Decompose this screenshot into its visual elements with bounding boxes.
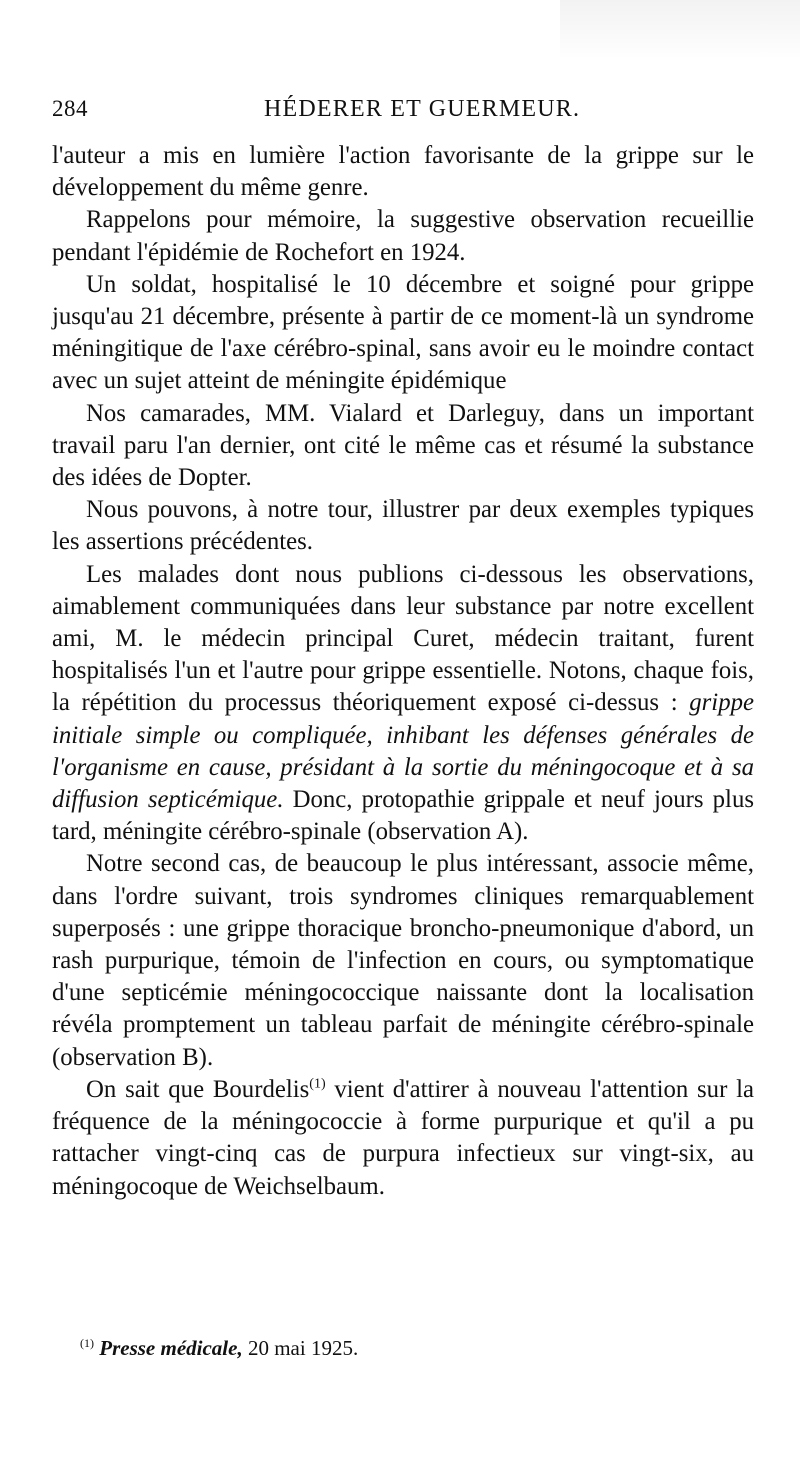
paragraph-7: Notre second cas, de beaucoup le plus intéressant, associe même, dans l'ordre suivant, trois syndromes cliniques remarquablement superposés : une grippe thoracique broncho-pneumonique d'abord, un rash purpurique, témoin de l'infection en cours, ou symptomatique d'une septicémie méningococcique naissante dont la localisation révéla promptement un tableau parfait de méningite cérébro-spinale (observation B).: [52, 850, 754, 1071]
footnote-marker: (1): [80, 1336, 94, 1350]
paragraph-6-italic: grippe initiale simple ou compliquée, inhibant les défenses générales de l'organisme en cause, présidant à la sortie du méningocoque et à sa diffusion septicémique.: [52, 689, 754, 814]
paragraph-6: [52, 559, 754, 849]
paragraph-8: [52, 1074, 754, 1203]
paragraph-8-text-b: vient d'attirer à nouveau l'attention sur la fréquence de la méningococcie à forme purpurique et qu'il a pu rattacher vingt-cinq cas de purpura infectieux sur vingt-six, au méningocoque de Weichselbaum.: [52, 1075, 754, 1200]
footnote-reference: (1): [309, 1076, 326, 1092]
paragraph-8-text-a: On sait que Bourdelis: [86, 1075, 310, 1103]
paragraph-6-text-b: Donc, protopathie grippale et neuf jours plus tard, méningite cérébro-spinale (observation A).: [52, 786, 754, 846]
paragraph-3: Un soldat, hospitalisé le 10 décembre et soigné pour grippe jusqu'au 21 décembre, présente à partir de ce moment-là un syndrome méningitique de l'axe cérébro-spinal, sans avoir eu le moindre contact avec un sujet atteint de méningite épidémique: [52, 270, 754, 395]
paragraph-2: Rappelons pour mémoire, la suggestive observation recueillie pendant l'épidémie de Rochefort en 1924.: [52, 206, 754, 266]
footnote-date: 20 mai 1925.: [242, 1336, 359, 1360]
page-header: [52, 96, 752, 132]
footnote-source: Presse médicale,: [99, 1336, 243, 1360]
paragraph-5: Nous pouvons, à notre tour, illustrer par deux exemples typiques les assertions précédentes.: [52, 496, 754, 556]
page-number: 284: [52, 96, 88, 121]
body-text: [52, 140, 754, 1203]
paragraph-4: Nos camarades, MM. Vialard et Darleguy, dans un important travail paru l'an dernier, ont cité le même cas et résumé la substance des idées de Dopter.: [52, 399, 754, 492]
paragraph-1: l'auteur a mis en lumière l'action favorisante de la grippe sur le développement du même genre.: [52, 142, 754, 202]
footnote: [80, 1336, 720, 1361]
scan-shading: [560, 0, 800, 60]
running-head: HÉDERER ET GUERMEUR.: [264, 96, 581, 122]
paragraph-6-text-a: Les malades dont nous publions ci-dessous les observations, aimablement communiquées dans leur substance par notre excellent ami, M. le médecin principal Curet, médecin traitant, furent hospitalisés l'un et l'autre pour grippe essentielle. Notons, chaque fois, la répétition du processus théoriquement exposé ci-dessus :: [52, 560, 754, 717]
